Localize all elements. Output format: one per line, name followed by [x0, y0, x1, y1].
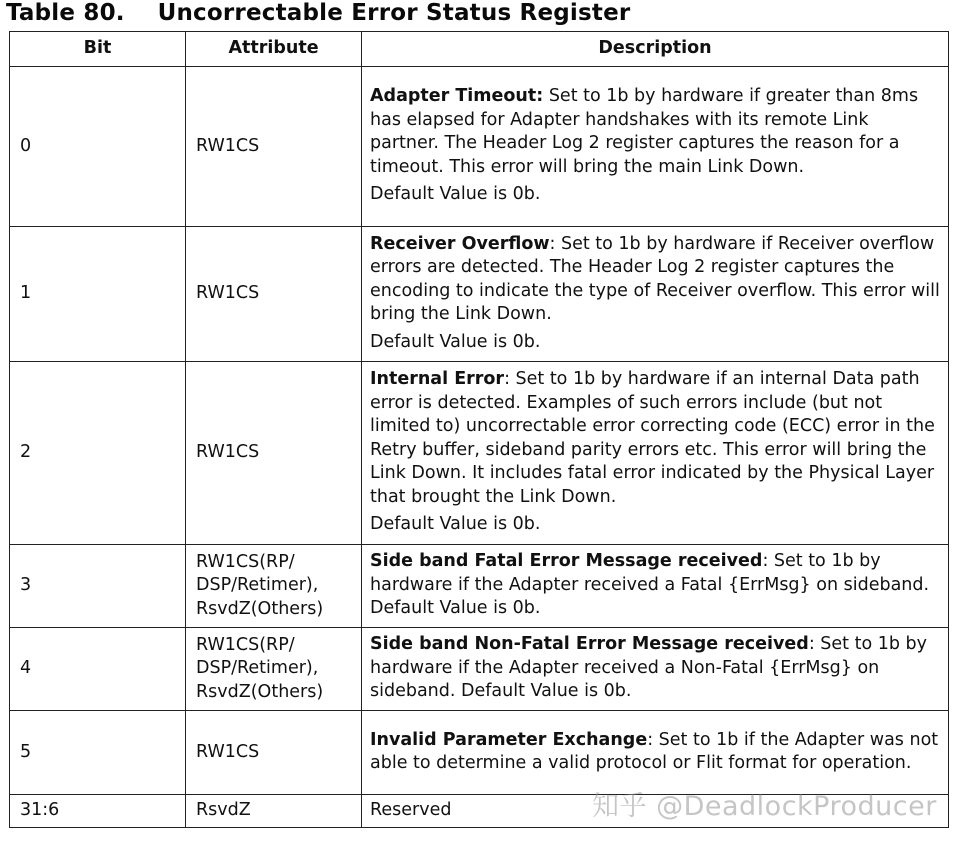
header-description: Description [362, 32, 949, 67]
default-value: Default Value is 0b. [370, 331, 541, 352]
description-cell [362, 628, 949, 711]
field-name: Adapter Timeout: [370, 86, 544, 107]
attribute-cell: RW1CS [186, 227, 362, 362]
field-name: Side band Non-Fatal Error Message received [370, 634, 809, 655]
attribute-cell: RW1CS [186, 711, 362, 795]
attribute-cell: RW1CS(RP/ DSP/Retimer), RsvdZ(Others) [186, 545, 362, 628]
header-attribute: Attribute [186, 32, 362, 67]
attribute-cell: RsvdZ [186, 795, 362, 828]
bit-cell: 2 [10, 362, 186, 545]
description-cell [362, 362, 949, 545]
bit-cell: 3 [10, 545, 186, 628]
watermark: 知乎 @DeadlockProducer [592, 791, 937, 822]
field-name: Side band Fatal Error Message received [370, 551, 763, 572]
table-row [10, 545, 949, 628]
attribute-cell: RW1CS(RP/ DSP/Retimer), RsvdZ(Others) [186, 628, 362, 711]
bit-cell: 4 [10, 628, 186, 711]
table-row [10, 711, 949, 795]
description-cell [362, 227, 949, 362]
table-row [10, 628, 949, 711]
field-text: Set to 1b by hardware if greater than 8ms has elapsed for Adapter handshakes with its remote Link partner. The Header Log 2 register captures the reason for a timeout. This error will bring the main Link Down. [370, 86, 919, 177]
table-title: Table 80. Uncorrectable Error Status Register [6, 0, 631, 26]
bit-cell: 1 [10, 227, 186, 362]
attribute-cell: RW1CS [186, 362, 362, 545]
field-name: Invalid Parameter Exchange [370, 729, 648, 750]
bit-cell: 0 [10, 67, 186, 227]
field-text: : Set to 1b by hardware if the Adapter received a Fatal {ErrMsg} on sideband. Default Value is 0b. [370, 551, 930, 619]
field-name: Receiver Overflow [370, 233, 550, 254]
default-value: Default Value is 0b. [370, 514, 541, 535]
field-text: : Set to 1b if the Adapter was not able to determine a valid protocol or Flit format for operation. [370, 729, 939, 773]
header-row [10, 32, 949, 67]
default-value: Default Value is 0b. [370, 184, 541, 205]
table-row [10, 227, 949, 362]
register-table [9, 31, 949, 828]
table-row [10, 67, 949, 227]
field-name: Internal Error [370, 369, 505, 390]
description-cell [362, 67, 949, 227]
header-bit: Bit [10, 32, 186, 67]
field-text: : Set to 1b by hardware if Receiver overflow errors are detected. The Header Log 2 register captures the encoding to indicate the type of Receiver overflow. This error will bring the Link Down. [370, 233, 940, 325]
field-text: : Set to 1b by hardware if an internal Data path error is detected. Examples of such errors include (but not limited to) uncorrectable error correcting code (ECC) error in the Retry buffer, sideband parity errors etc. This error will bring the Link Down. It includes fatal error indicated by the Physical Layer that brought the Link Down. [370, 369, 935, 507]
table-row [10, 362, 949, 545]
description-cell [362, 711, 949, 795]
description-cell: Reserved [362, 795, 949, 828]
attribute-cell: RW1CS [186, 67, 362, 227]
description-cell [362, 545, 949, 628]
bit-cell: 5 [10, 711, 186, 795]
field-text: : Set to 1b by hardware if the Adapter received a Non-Fatal {ErrMsg} on sideband. Default Value is 0b. [370, 634, 927, 702]
bit-cell: 31:6 [10, 795, 186, 828]
